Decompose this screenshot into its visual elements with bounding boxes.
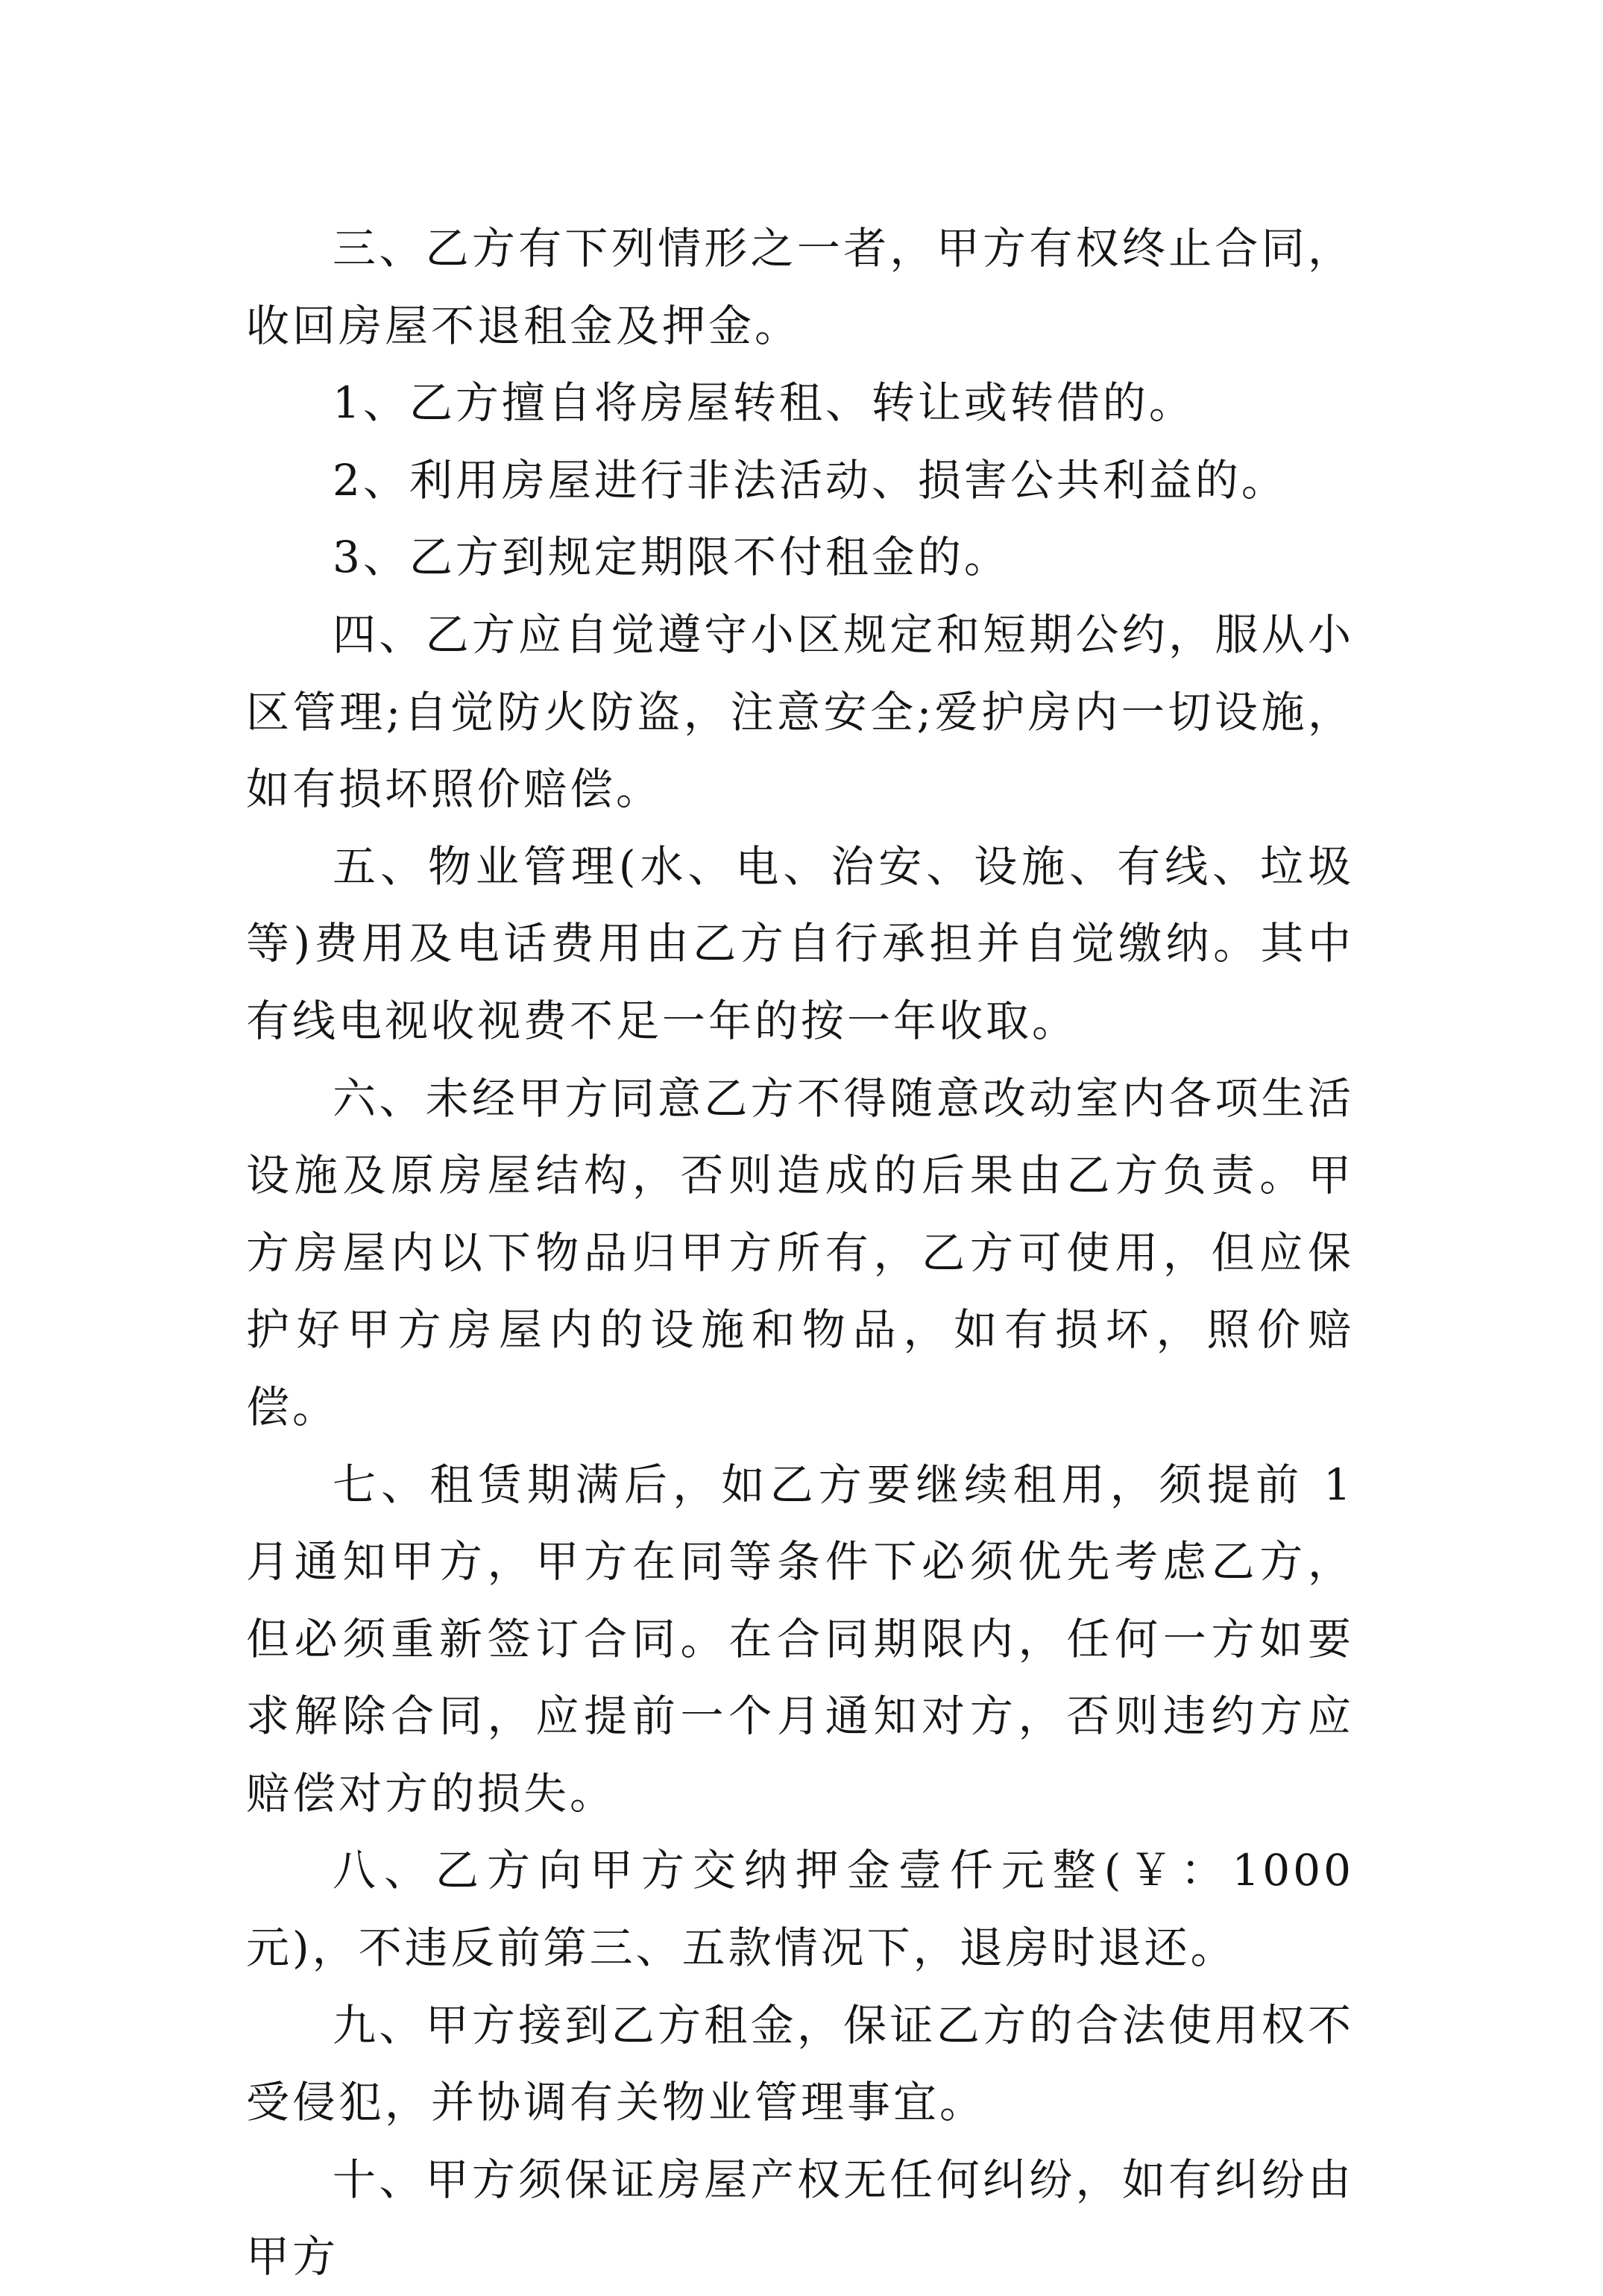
clause-6: 六、未经甲方同意乙方不得随意改动室内各项生活设施及原房屋结构，否则造成的后果由乙方负责。甲方房屋内以下物品归甲方所有，乙方可使用，但应保护好甲方房屋内的设施和物品，如有损坏，照价赔偿。 xyxy=(246,1072,1354,1432)
clause-8: 八、乙方向甲方交纳押金壹仟元整(￥：1000 元)，不违反前第三、五款情况下，退房时退还。 xyxy=(246,1845,1354,1974)
clause-3: 三、乙方有下列情形之一者，甲方有权终止合同，收回房屋不退租金及押金。 xyxy=(246,223,1354,351)
clause-4: 四、乙方应自觉遵守小区规定和短期公约，服从小区管理;自觉防火防盗，注意安全;爱护房内一切设施，如有损坏照价赔偿。 xyxy=(246,608,1354,815)
clause-7: 七、租赁期满后，如乙方要继续租用，须提前 1 月通知甲方，甲方在同等条件下必须优先考虑乙方，但必须重新签订合同。在合同期限内，任何一方如要求解除合同，应提前一个月通知对方，否则违约方应赔偿对方的损失。 xyxy=(246,1459,1354,1819)
clause-9: 九、甲方接到乙方租金，保证乙方的合法使用权不受侵犯，并协调有关物业管理事宜。 xyxy=(246,1999,1354,2128)
clause-3-item-1: 1、乙方擅自将房屋转租、转让或转借的。 xyxy=(333,377,1195,429)
clause-10: 十、甲方须保证房屋产权无任何纠纷，如有纠纷由甲方 xyxy=(246,2154,1354,2283)
document-body xyxy=(246,210,1354,2296)
clause-5: 五、物业管理(水、电、治安、设施、有线、垃圾等)费用及电话费用由乙方自行承担并自觉缴纳。其中有线电视收视费不足一年的按一年收取。 xyxy=(246,840,1354,1046)
clause-3-item-3: 3、乙方到规定期限不付租金的。 xyxy=(333,532,1010,583)
clause-3-item-2: 2、利用房屋进行非法活动、损害公共利益的。 xyxy=(333,454,1288,506)
